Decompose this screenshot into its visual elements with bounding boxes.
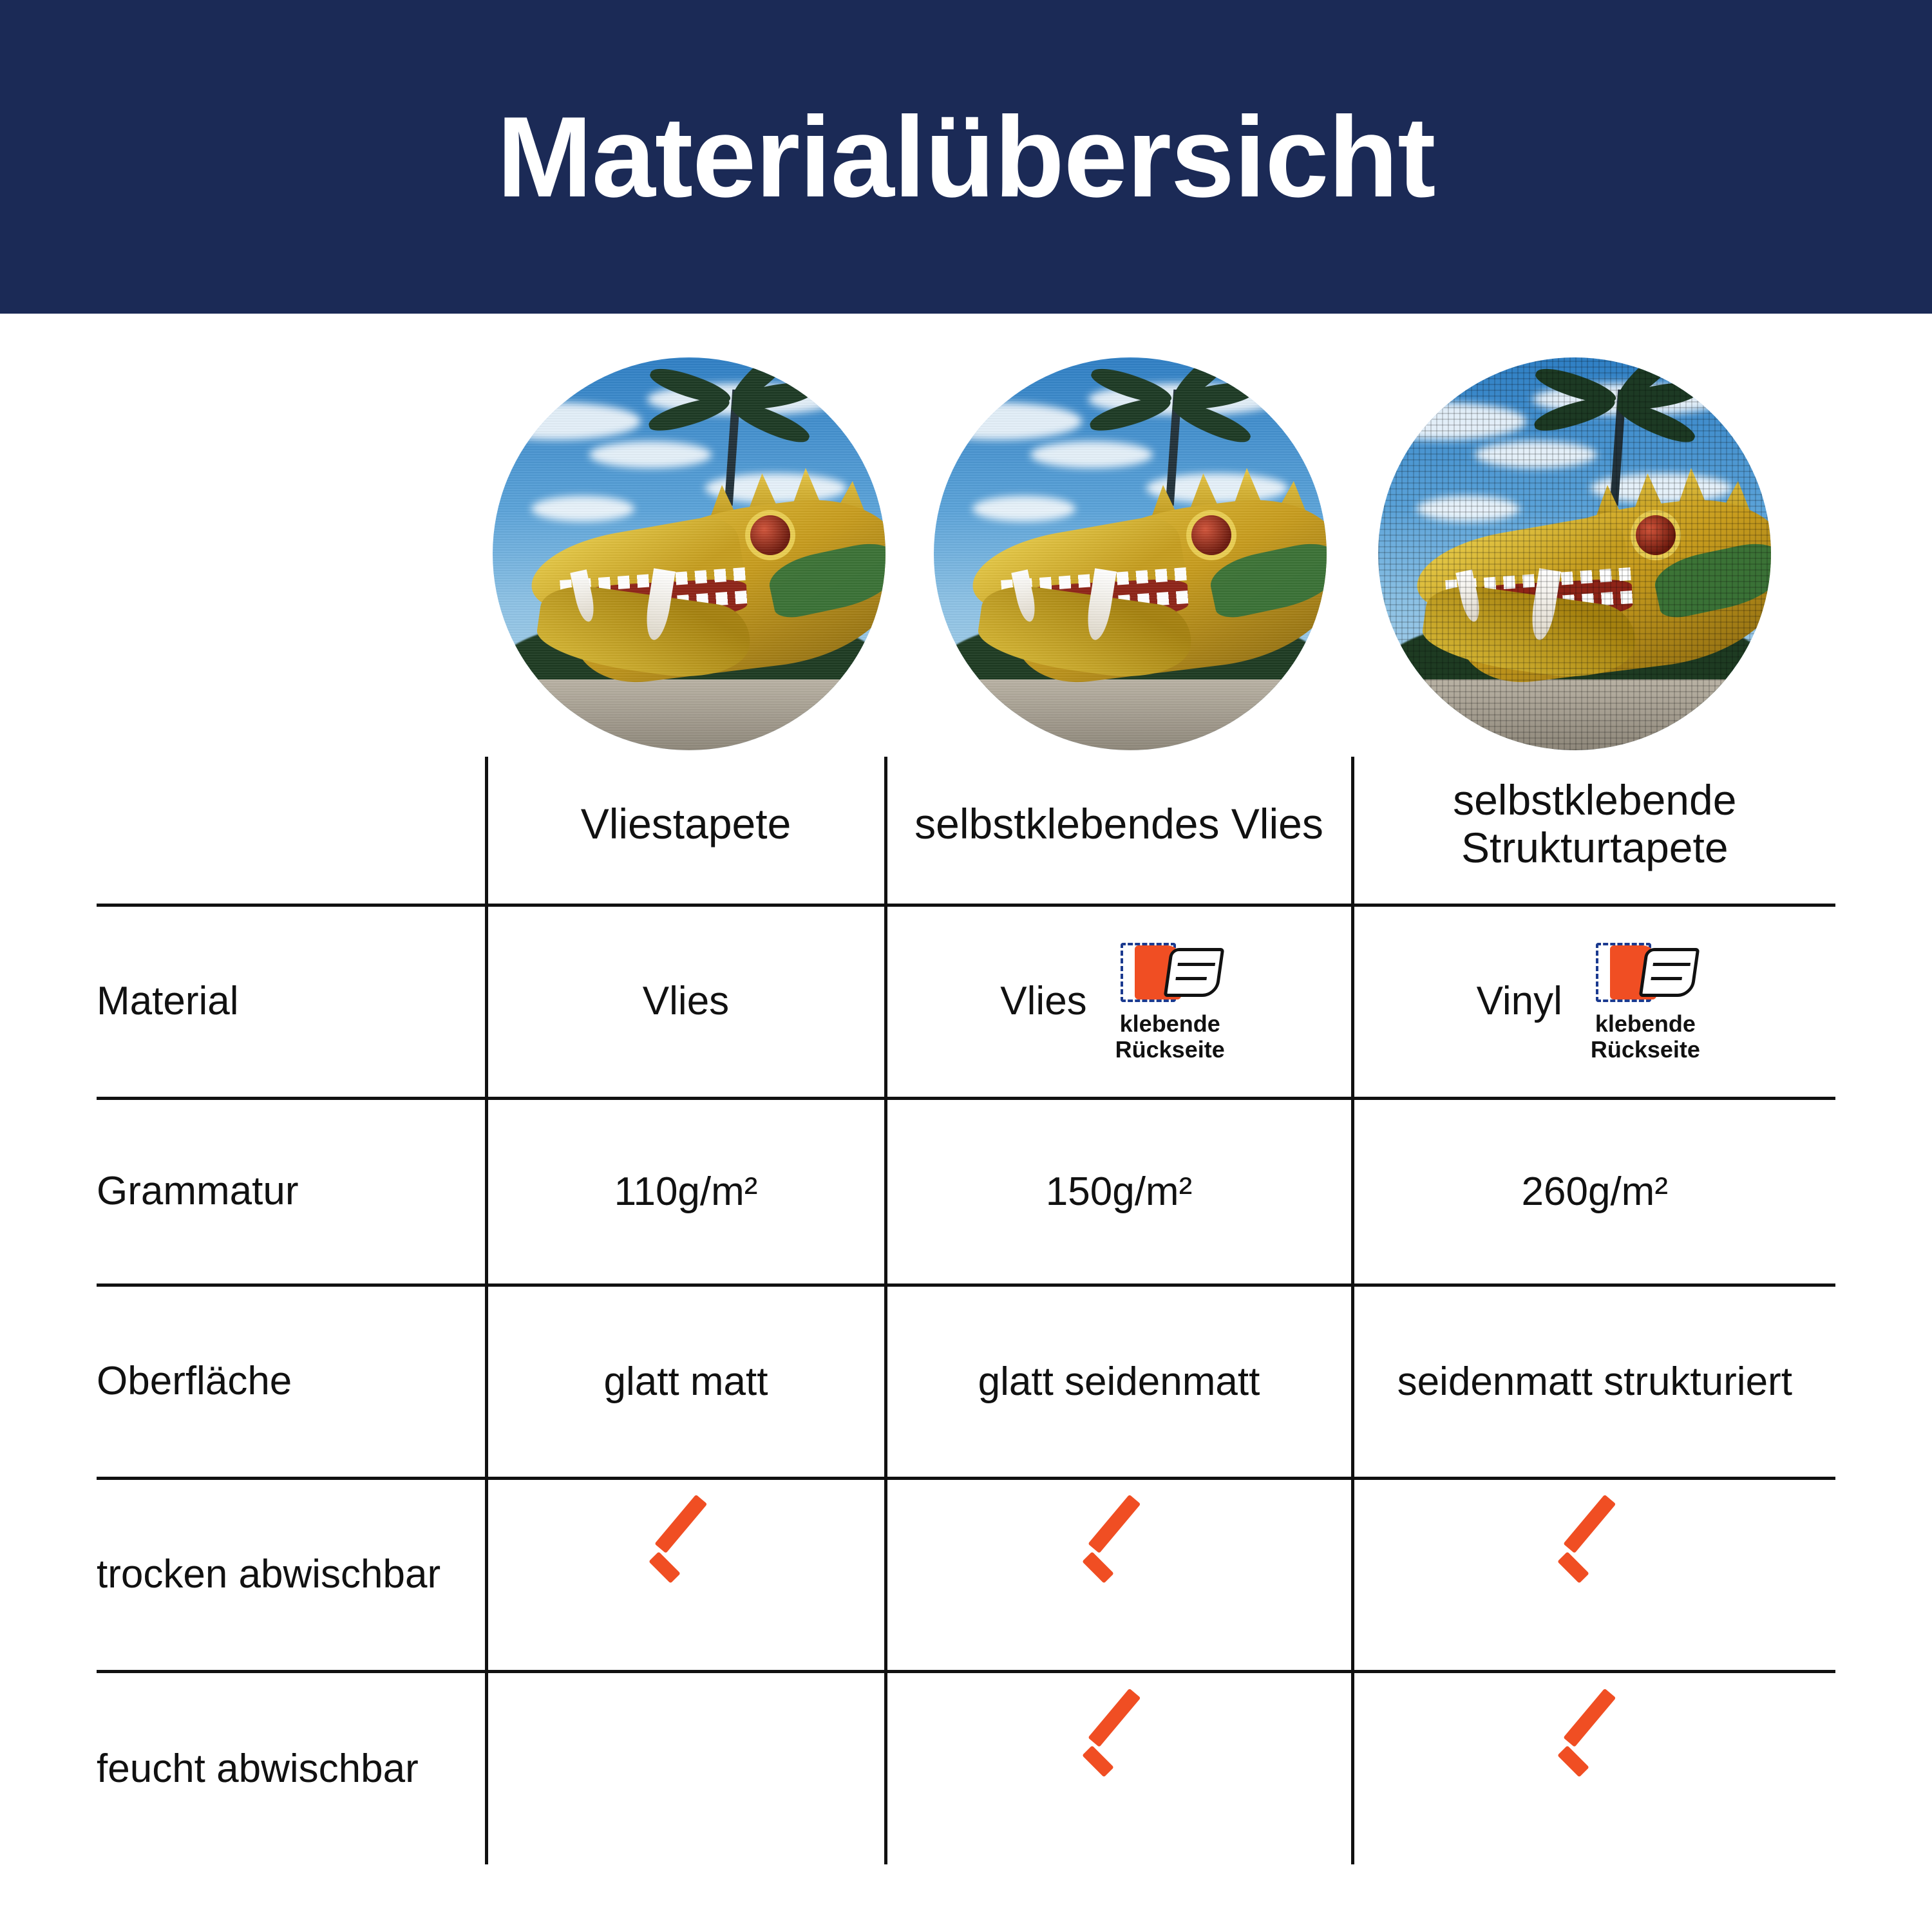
swatch-vliestapete xyxy=(493,357,886,750)
row-label-material: Material xyxy=(97,905,486,1098)
adhesive-icon-caption: klebende Rückseite xyxy=(1590,1010,1700,1063)
check-icon xyxy=(1553,1728,1636,1799)
header-cell-selbstklebendes-vlies: selbstklebendes Vlies xyxy=(886,757,1352,905)
swatch-selbstklebende-strukturtapete xyxy=(1378,357,1771,750)
dragon-photo xyxy=(1378,357,1771,750)
page-title: Materialübersicht xyxy=(497,92,1435,221)
header-cell-vliestapete: Vliestapete xyxy=(486,757,886,905)
cell-oberflaeche-selbstklebendes-vlies: glatt seidenmatt xyxy=(886,1285,1352,1478)
cell-oberflaeche-selbstklebende-strukturtapete: seidenmatt strukturiert xyxy=(1397,1359,1792,1404)
row-label-feucht-abwischbar: feucht abwischbar xyxy=(97,1671,486,1864)
check-icon xyxy=(1553,1535,1636,1605)
table-header-row xyxy=(97,757,1835,905)
material-comparison-table xyxy=(97,757,1835,1864)
table-row-grammatur xyxy=(97,1098,1835,1285)
adhesive-back-icon xyxy=(1578,940,1713,1063)
cell-grammatur-selbstklebendes-vlies: 150g/m² xyxy=(886,1098,1352,1285)
table-row-oberflaeche xyxy=(97,1285,1835,1478)
table-row-material xyxy=(97,905,1835,1098)
peel-hand-icon xyxy=(1591,940,1700,1007)
page-header xyxy=(0,0,1932,314)
cell-material-selbstklebende-strukturtapete: Vinyl klebende Rückseite xyxy=(1352,905,1835,1098)
row-label-trocken-abwischbar: trocken abwischbar xyxy=(97,1478,486,1671)
check-icon xyxy=(1077,1728,1161,1799)
cell-feucht-selbstklebende-strukturtapete xyxy=(1352,1671,1835,1864)
dragon-photo xyxy=(493,357,886,750)
cell-grammatur-selbstklebende-strukturtapete: 260g/m² xyxy=(1521,1169,1668,1214)
header-cell-empty xyxy=(97,757,486,905)
check-icon xyxy=(1077,1535,1161,1605)
cell-trocken-selbstklebende-strukturtapete xyxy=(1352,1478,1835,1671)
row-label-grammatur: Grammatur xyxy=(97,1098,486,1285)
header-cell-selbstklebende-strukturtapete: selbstklebende Strukturtapete xyxy=(1453,775,1737,871)
swatch-selbstklebendes-vlies xyxy=(934,357,1327,750)
swatch-row xyxy=(0,351,1932,763)
adhesive-icon-caption: klebende Rückseite xyxy=(1115,1010,1225,1063)
cell-oberflaeche-vliestapete: glatt matt xyxy=(486,1285,886,1478)
cell-trocken-vliestapete xyxy=(486,1478,886,1671)
table-row-feucht-abwischbar xyxy=(97,1671,1835,1864)
peel-hand-icon xyxy=(1115,940,1225,1007)
cell-feucht-selbstklebendes-vlies xyxy=(886,1671,1352,1864)
cell-grammatur-vliestapete: 110g/m² xyxy=(486,1098,886,1285)
cell-material-selbstklebendes-vlies: Vlies klebende Rückseite xyxy=(886,905,1352,1098)
adhesive-back-icon xyxy=(1103,940,1238,1063)
cell-feucht-vliestapete xyxy=(486,1671,886,1864)
cell-trocken-selbstklebendes-vlies xyxy=(886,1478,1352,1671)
row-label-oberflaeche: Oberfläche xyxy=(97,1285,486,1478)
cell-material-vliestapete: Vlies xyxy=(486,905,886,1098)
check-icon xyxy=(644,1535,728,1605)
table-row-trocken-abwischbar xyxy=(97,1478,1835,1671)
dragon-photo xyxy=(934,357,1327,750)
